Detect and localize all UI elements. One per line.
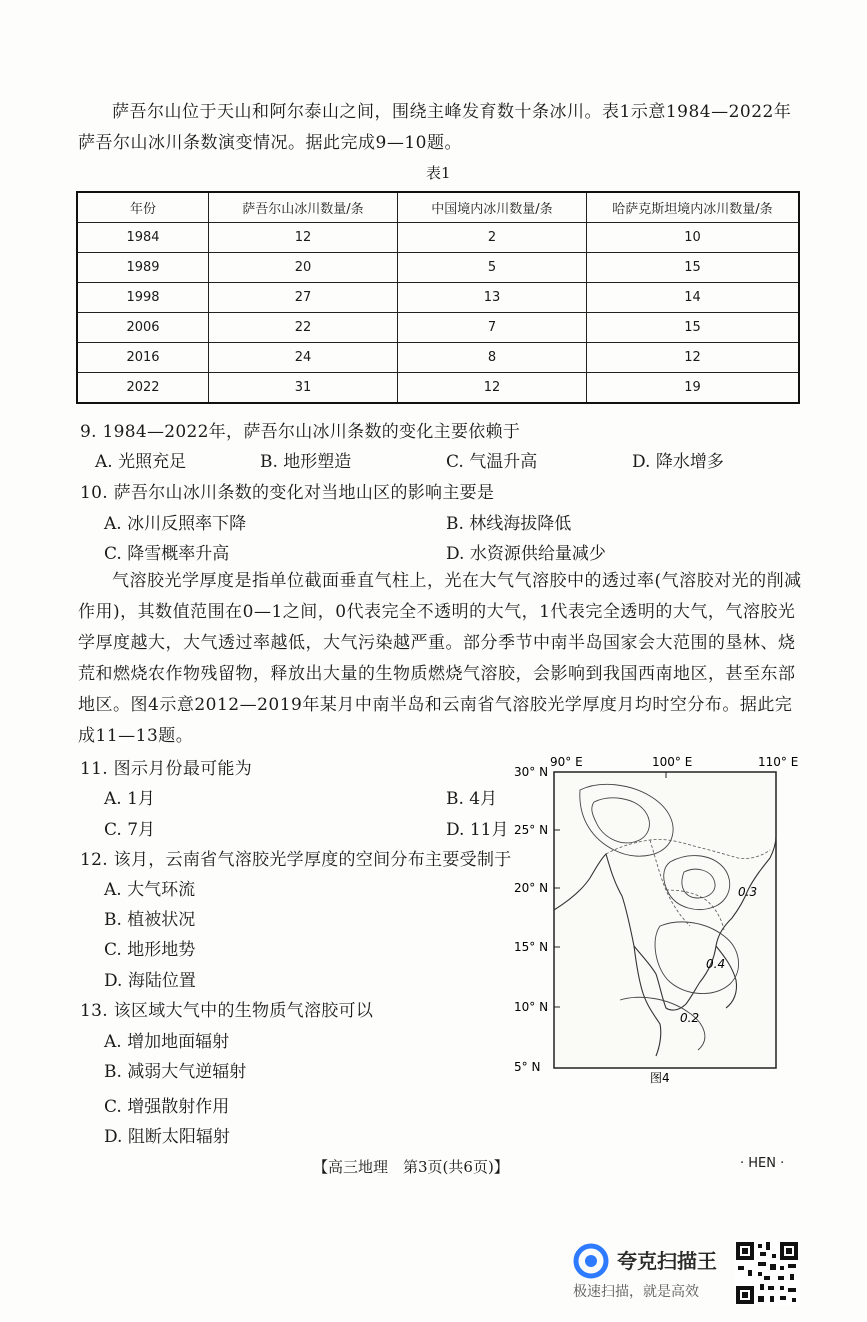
- contour-label-0-2: 0.2: [680, 1011, 700, 1025]
- q11-option-d[interactable]: D. 11月: [446, 820, 509, 840]
- glacier-table: [76, 191, 800, 404]
- intro-paragraph-1: 萨吾尔山位于天山和阿尔泰山之间，围绕主峰发育数十条冰川。表1示意1984—2022年萨吾尔山冰川条数演变情况。据此完成9—10题。: [78, 102, 792, 153]
- header-total: 萨吾尔山冰川数量/条: [209, 192, 398, 223]
- cell: 12: [587, 343, 800, 373]
- question-11-stem: 11. 图示月份最可能为: [80, 759, 253, 779]
- lat-label-25: 25° N: [514, 823, 549, 837]
- q12-option-a[interactable]: A. 大气环流: [104, 880, 196, 900]
- q13-option-b[interactable]: B. 减弱大气逆辐射: [104, 1062, 247, 1082]
- q9-option-a[interactable]: A. 光照充足: [95, 452, 187, 472]
- cell: 12: [398, 373, 587, 404]
- q10-option-c[interactable]: C. 降雪概率升高: [104, 544, 230, 564]
- question-10-stem: 10. 萨吾尔山冰川条数的变化对当地山区的影响主要是: [80, 483, 495, 503]
- lat-label-5: 5° N: [514, 1060, 541, 1074]
- question-13-stem: 13. 该区域大气中的生物质气溶胶可以: [80, 1001, 374, 1021]
- table-row: [77, 313, 799, 343]
- cell: 2022: [77, 373, 209, 404]
- q10-option-d[interactable]: D. 水资源供给量减少: [446, 544, 606, 564]
- cell: 8: [398, 343, 587, 373]
- q13-option-a[interactable]: A. 增加地面辐射: [104, 1032, 230, 1052]
- lat-label-15: 15° N: [514, 940, 549, 954]
- intro-paragraph-2: 气溶胶光学厚度是指单位截面垂直气柱上，光在大气气溶胶中的透过率(气溶胶对光的削减作用)，其数值范围在0—1之间，0代表完全不透明的大气，1代表完全透明的大气，气溶胶光学厚度越大，大气透过率越低，大气污染越严重。部分季节中南半岛国家会大范围的垦林、烧荒和燃烧农作物残留物，释放出大量的生物质燃烧气溶胶，会影响到我国西南地区，甚至东部地区。图4示意2012—2019年某月中南半岛和云南省气溶胶光学厚度月均时空分布。据此完成11—13题。: [78, 571, 802, 746]
- footer-code: · HEN ·: [740, 1156, 785, 1171]
- table-row: [77, 343, 799, 373]
- cell: 1998: [77, 283, 209, 313]
- map-frame: [554, 772, 776, 1068]
- cell: 2016: [77, 343, 209, 373]
- header-year: 年份: [77, 192, 209, 223]
- cell: 2: [398, 223, 587, 253]
- q9-option-b[interactable]: B. 地形塑造: [260, 452, 352, 472]
- cell: 15: [587, 313, 800, 343]
- cell: 27: [209, 283, 398, 313]
- cell: 12: [209, 223, 398, 253]
- aerosol-map: [510, 750, 810, 1090]
- table-header-row: [77, 192, 799, 223]
- header-china: 中国境内冰川数量/条: [398, 192, 587, 223]
- contour-label-0-4: 0.4: [706, 957, 726, 971]
- cell: 20: [209, 253, 398, 283]
- lon-label-100: 100° E: [652, 755, 693, 769]
- cell: 10: [587, 223, 800, 253]
- header-kazakhstan: 哈萨克斯坦境内冰川数量/条: [587, 192, 800, 223]
- cell: 5: [398, 253, 587, 283]
- table-row: [77, 283, 799, 313]
- map-caption: 图4: [650, 1071, 670, 1085]
- q12-option-b[interactable]: B. 植被状况: [104, 910, 196, 930]
- cell: 1989: [77, 253, 209, 283]
- q10-option-b[interactable]: B. 林线海拔降低: [446, 514, 572, 534]
- brand-name: 夸克扫描王: [617, 1249, 717, 1273]
- lon-label-90: 90° E: [550, 755, 583, 769]
- lat-label-30: 30° N: [514, 765, 549, 779]
- q9-option-c[interactable]: C. 气温升高: [446, 452, 538, 472]
- q13-option-d[interactable]: D. 阻断太阳辐射: [104, 1127, 230, 1147]
- page-footer: 【高三地理 第3页(共6页)】: [313, 1158, 509, 1176]
- lat-label-20: 20° N: [514, 881, 549, 895]
- table-caption: 表1: [426, 164, 451, 182]
- q13-option-c[interactable]: C. 增强散射作用: [104, 1097, 230, 1117]
- cell: 14: [587, 283, 800, 313]
- table-row: [77, 223, 799, 253]
- brand-logo-icon: [573, 1243, 613, 1283]
- cell: 13: [398, 283, 587, 313]
- qr-code-icon: [734, 1240, 800, 1306]
- brand-slogan: 极速扫描，就是高效: [573, 1284, 699, 1300]
- table-row: [77, 253, 799, 283]
- question-9-stem: 9. 1984—2022年，萨吾尔山冰川条数的变化主要依赖于: [80, 422, 521, 442]
- table-row: [77, 373, 799, 404]
- q9-option-d[interactable]: D. 降水增多: [632, 452, 724, 472]
- q11-option-b[interactable]: B. 4月: [446, 789, 498, 809]
- q12-option-c[interactable]: C. 地形地势: [104, 940, 196, 960]
- q11-option-c[interactable]: C. 7月: [104, 820, 156, 840]
- q12-option-d[interactable]: D. 海陆位置: [104, 971, 196, 991]
- cell: 7: [398, 313, 587, 343]
- cell: 1984: [77, 223, 209, 253]
- q10-option-a[interactable]: A. 冰川反照率下降: [104, 514, 247, 534]
- cell: 24: [209, 343, 398, 373]
- lon-label-110: 110° E: [758, 755, 799, 769]
- cell: 15: [587, 253, 800, 283]
- cell: 22: [209, 313, 398, 343]
- cell: 2006: [77, 313, 209, 343]
- cell: 31: [209, 373, 398, 404]
- lat-label-10: 10° N: [514, 1000, 549, 1014]
- cell: 19: [587, 373, 800, 404]
- q11-option-a[interactable]: A. 1月: [104, 789, 155, 809]
- question-12-stem: 12. 该月，云南省气溶胶光学厚度的空间分布主要受制于: [80, 850, 512, 870]
- contour-label-0-3: 0.3: [738, 885, 758, 899]
